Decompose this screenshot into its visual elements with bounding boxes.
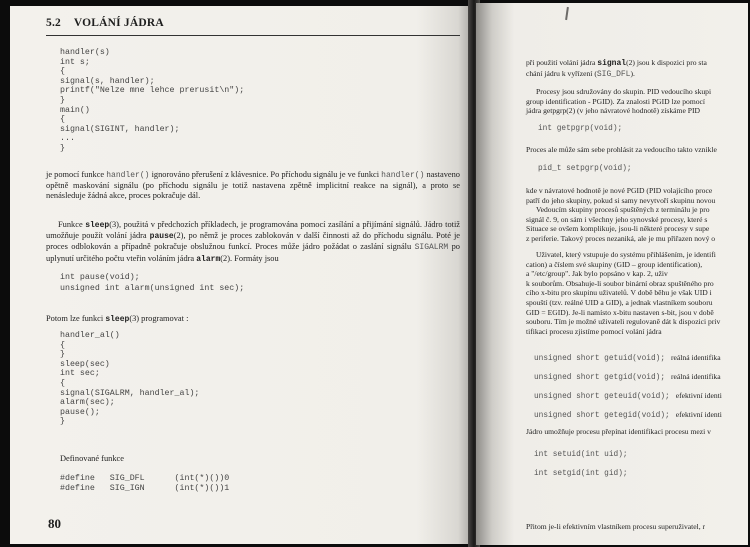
code-line: } [60, 417, 65, 427]
code-line: printf("Nelze mne lehce prerusit\n"); [60, 86, 245, 96]
left-page [10, 6, 472, 544]
list-item: unsigned short getgid(void); reálná identifika [534, 372, 721, 382]
code-line: int s; [60, 57, 90, 67]
code-line: ... [60, 134, 75, 144]
code-line: int sec; [60, 369, 100, 379]
code-line: signal(s, handler); [60, 76, 155, 86]
code-getpgrp: int getpgrp(void); [538, 125, 623, 133]
code-line: pause(); [60, 407, 100, 417]
code-line: #define SIG_IGN (int(*)())1 [60, 483, 230, 493]
code-line: #define SIG_DFL (int(*)())0 [60, 474, 230, 483]
code-line: { [60, 115, 65, 125]
code-line: int pause(void); [60, 273, 140, 282]
code-block-sleep [60, 331, 199, 427]
code-line: main() [60, 105, 90, 115]
running-header [46, 17, 164, 29]
section-number: 5.2 [46, 17, 61, 29]
code-line: int setuid(int uid); [534, 451, 628, 459]
code-line: unsigned int alarm(unsigned int sec); [60, 284, 245, 293]
code-line: } [60, 350, 65, 360]
code-line: signal(SIGALRM, handler_al); [60, 388, 200, 398]
paragraph-sleep-explanation: Funkce sleep(3), použitá v předchozích příkladech, je programována pomocí zasílání a přijímání signálů. Jádro totiž umožňuje použít volání jádra pause(2), po němž je proces zablokován v další činnosti až do příchodu signálu. Poté je proces odblokován a případně pokračuje obslužnou funkcí. Proces může jádro požádat o zaslání signálu SIGALRM po uplynutí určitého počtu vteřin voláním jádra alarm(2). Formáty jsou [46, 220, 460, 264]
paragraph-process-groups: Procesy jsou sdružovány do skupin. PID vedoucího skupi group identification - PGID). Za znalosti PGID lze pomocí jádra getpgrp(2) (v jeho návratové hodnotě) získáme PID [526, 87, 712, 116]
code-line: { [60, 67, 65, 77]
code-set-ids [534, 446, 628, 484]
paragraph-user-identification: Uživatel, který vstupuje do systému přihlášením, je identifi cation) a číslem své skupiny (GID – group identification), a "/etc/group". Jak bylo popsáno v kap. 2, uživ k souborům. Obsahuje-li soubor binární obraz spuštěného pro cího x-bitu pro skupinu uživatelů. V době běhu je však UID i spouští (tzv. reálné UID a GID), a jednak vlastníkem souboru GID = EGID). Je-li namísto x-bitu nastaven s-bit, jsou v době souboru. Tím je možné uživateli regulovaně dát k dispozici priv tifikaci procesu zjistíme pomocí volání jádra [526, 250, 721, 336]
paragraph-signal-defaults: při použití volání jádra signal(2) jsou k dispozici pro sta chání jádru k vyřízení (SIG_DFL). [526, 58, 707, 79]
code-line: signal(SIGINT, handler); [60, 124, 180, 134]
right-page [476, 3, 748, 545]
section-title: VOLÁNÍ JÁDRA [73, 17, 164, 29]
code-block-defines [60, 474, 229, 493]
paragraph-defined-functions: Definované funkce [60, 454, 124, 463]
code-line: } [60, 95, 65, 105]
paragraph-handler-explanation: je pomocí funkce handler() ignorováno přerušení z klávesnice. Po příchodu signálu je ve funkci handler() nastaveno opětně maskování signálu (po příchodu signálu je totiž nastavena zpětně implicitní reakce na signál), a proto se nenásleduje žádná akce, proces pokračuje dál. [46, 170, 460, 201]
page-number: 80 [48, 516, 61, 531]
code-line: int setgid(int gid); [534, 470, 628, 478]
paragraph-sleep-program: Potom lze funkci sleep(3) programovat : [46, 314, 189, 324]
code-line: sleep(sec) [60, 359, 110, 369]
code-setpgrp: pid_t setpgrp(void); [538, 165, 632, 173]
code-block-handler [60, 48, 244, 154]
paragraph-setpgrp-intro: Proces ale může sám sebe prohlásit za vedoucího takto vznikle [526, 145, 717, 154]
list-item: unsigned short getegid(void); efektivní identi [534, 410, 722, 420]
code-line: handler_al() [60, 331, 120, 340]
code-line: alarm(sec); [60, 398, 115, 408]
paragraph-superuser: Přitom je-li efektivním vlastníkem procesu superuživatel, r [526, 522, 706, 531]
code-block-prototypes [60, 272, 244, 294]
header-rule [46, 35, 460, 36]
paragraph-terminal-groups: kde v návratové hodnotě je nové PGID (PID volajícího proce patří do jeho skupiny, pokud si samy nevytvoří skupinu novou Vedoucím skupiny procesů spuštěných z terminálu je pro signál č. 9, on sám i všechny jeho synovské procesy, které s Situace se ovšem komplikuje, jsou-li některé procesy v supe z periferie. Takový proces nezaniká, ale je mu přiřazen nový o [526, 186, 716, 243]
list-item: unsigned short getuid(void); reálná identifika [534, 353, 721, 363]
list-item: unsigned short geteuid(void); efektivní identi [534, 391, 722, 401]
code-line: { [60, 340, 65, 350]
code-line: handler(s) [60, 48, 110, 57]
code-line: { [60, 378, 65, 388]
paragraph-switch-identity: Jádro umožňuje procesu přepínat identifikaci procesu mezi v [526, 427, 711, 436]
identity-calls-list [534, 347, 722, 423]
pencil-mark [565, 7, 569, 20]
code-line: } [60, 143, 65, 153]
